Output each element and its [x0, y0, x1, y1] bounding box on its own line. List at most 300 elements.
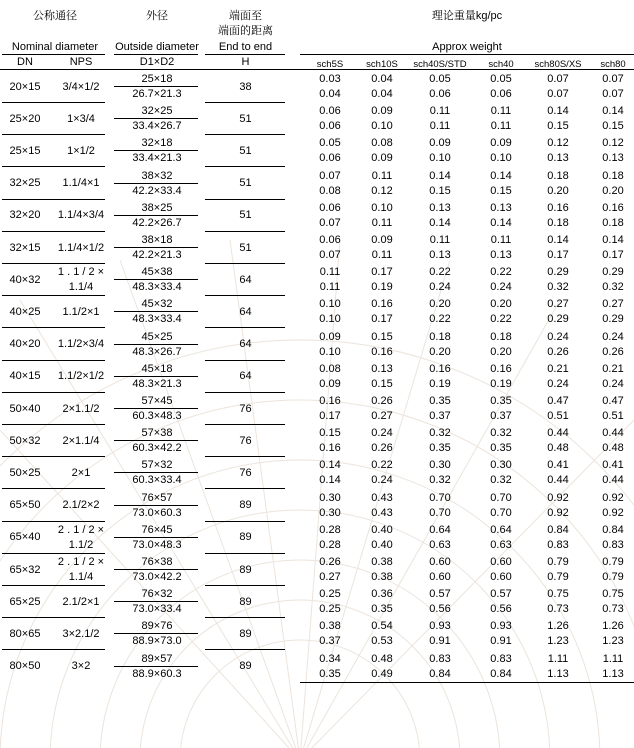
row-12-w2-2: 0.32 [429, 474, 451, 487]
row-6-w1-1: 0.17 [371, 266, 393, 279]
sch-header-1: sch10S [366, 59, 398, 70]
row-4-w2-0: 0.07 [319, 216, 341, 229]
row-13-d2: 73.0×60.3 [132, 506, 182, 519]
row-11-d1: 57×38 [141, 427, 173, 440]
row-17-d2: 88.9×73.0 [132, 635, 182, 648]
row-7-w2-2: 0.22 [429, 313, 451, 326]
row-13-d1: 76×57 [141, 491, 173, 504]
row-16-d1: 76×32 [141, 588, 173, 601]
row-2-w1-0: 0.05 [319, 137, 341, 150]
row-13-rule-mid [205, 521, 285, 522]
row-5-w1-2: 0.11 [429, 234, 451, 246]
row-3-w2-3: 0.15 [490, 184, 512, 197]
row-8-w2-5: 0.26 [602, 345, 624, 358]
row-14-w2-3: 0.63 [490, 538, 512, 551]
row-6-w2-3: 0.24 [490, 281, 512, 294]
row-13-h: 89 [239, 499, 252, 512]
column-nps: NPS [69, 56, 93, 68]
row-8-rule-od [114, 344, 198, 345]
row-13-w1-4: 0.92 [547, 491, 569, 504]
row-3-w1-4: 0.18 [547, 169, 569, 182]
row-11-rule-left [2, 456, 105, 457]
row-3-w2-2: 0.15 [429, 184, 451, 197]
row-6-w2-2: 0.24 [429, 281, 451, 294]
row-8-rule-left [2, 360, 105, 361]
row-2-w1-4: 0.12 [547, 137, 569, 150]
row-6-rule-left [2, 295, 105, 296]
row-14-w2-4: 0.83 [547, 538, 569, 551]
row-2-d2: 33.4×21.3 [132, 152, 182, 165]
row-4-w1-4: 0.16 [547, 201, 569, 214]
row-4-rule-mid [205, 231, 285, 232]
row-7-w2-5: 0.29 [602, 313, 624, 326]
row-6-w1-0: 0.11 [319, 266, 341, 279]
row-9-w1-3: 0.16 [490, 362, 512, 375]
row-11-w2-1: 0.26 [371, 442, 393, 455]
header-zh-od: 外径 [146, 10, 168, 22]
row-4-w1-3: 0.13 [490, 201, 512, 214]
row-8-w2-4: 0.26 [547, 345, 569, 358]
row-1-w2-2: 0.11 [429, 120, 451, 133]
row-16-rule-mid [205, 617, 285, 618]
row-10-d1: 57×45 [141, 395, 173, 407]
sch-header-4: sch80S/XS [534, 59, 582, 70]
row-8-w1-5: 0.24 [602, 330, 624, 343]
row-13-w1-3: 0.70 [490, 491, 512, 504]
row-13-w1-2: 0.70 [429, 491, 451, 504]
row-5-w1-4: 0.14 [547, 234, 569, 246]
header-rule-left [2, 54, 105, 55]
row-3-w2-5: 0.20 [602, 184, 624, 197]
header-rule-h [205, 54, 285, 55]
row-3-d1: 38×32 [141, 169, 173, 182]
row-8-h: 64 [239, 338, 252, 351]
row-1-nps: 1×3/4 [67, 112, 95, 125]
row-6-nps-line1: 1 . 1 / 2 × [57, 266, 105, 279]
row-2-rule-mid [205, 166, 285, 167]
header-zh-h-line1: 端面至 [229, 10, 262, 22]
row-8-w1-0: 0.09 [319, 330, 341, 343]
row-10-d2: 60.3×48.3 [132, 410, 182, 422]
sch-header-5: sch80 [600, 59, 626, 70]
row-6-d1: 45×38 [141, 266, 173, 279]
row-4-rule-od [114, 215, 198, 216]
row-15-nps-line2: 1.1/4 [68, 571, 94, 583]
row-17-dn: 80×65 [9, 627, 41, 640]
row-11-nps: 2×1.1/4 [62, 434, 100, 447]
row-14-rule-mid [205, 553, 285, 554]
row-8-w2-1: 0.16 [371, 345, 393, 358]
row-12-w2-3: 0.32 [490, 474, 512, 487]
row-16-w1-1: 0.36 [371, 588, 393, 601]
row-15-w1-0: 0.26 [319, 556, 341, 568]
row-18-w1-3: 0.83 [490, 652, 512, 665]
row-5-w1-0: 0.06 [319, 234, 341, 246]
row-3-w2-4: 0.20 [547, 184, 569, 197]
row-7-w1-2: 0.20 [429, 298, 451, 311]
row-1-d1: 32×25 [141, 105, 173, 118]
row-10-w1-0: 0.16 [319, 395, 341, 407]
row-11-w1-5: 0.44 [602, 427, 624, 440]
row-5-w2-1: 0.11 [371, 249, 393, 261]
row-17-w2-4: 1.23 [547, 635, 569, 648]
row-0-w2-4: 0.07 [547, 88, 569, 100]
row-6-w1-2: 0.22 [429, 266, 451, 279]
row-4-w2-2: 0.14 [429, 216, 451, 229]
row-13-w1-1: 0.43 [371, 491, 393, 504]
row-9-w2-2: 0.19 [429, 377, 451, 390]
row-1-w1-2: 0.11 [429, 105, 451, 118]
row-14-d1: 76×45 [141, 523, 173, 536]
row-18-w1-4: 1.11 [547, 652, 569, 665]
row-9-w1-4: 0.21 [547, 362, 569, 375]
row-0-w2-1: 0.04 [371, 88, 393, 100]
row-12-w1-1: 0.22 [371, 459, 393, 472]
row-12-w2-1: 0.24 [371, 474, 393, 487]
sch-header-0: sch5S [316, 59, 344, 70]
row-8-nps: 1.1/2×3/4 [57, 338, 105, 351]
row-9-nps: 1.1/2×1/2 [57, 370, 105, 383]
row-10-w1-2: 0.35 [429, 395, 451, 407]
row-16-w2-2: 0.56 [429, 603, 451, 616]
row-18-w2-2: 0.84 [429, 667, 451, 680]
row-17-w1-5: 1.26 [602, 620, 624, 633]
row-4-rule-left [2, 231, 105, 232]
row-7-w2-1: 0.17 [371, 313, 393, 326]
row-7-w1-3: 0.20 [490, 298, 512, 311]
row-13-w2-3: 0.70 [490, 506, 512, 519]
row-5-h: 51 [239, 241, 252, 254]
row-0-w1-5: 0.07 [602, 73, 624, 85]
row-7-h: 64 [239, 305, 252, 318]
column-dn: DN [17, 56, 33, 68]
row-1-w2-3: 0.11 [490, 120, 512, 133]
row-1-w1-3: 0.11 [490, 105, 512, 118]
row-6-w2-4: 0.32 [547, 281, 569, 294]
row-18-w2-4: 1.13 [547, 667, 569, 680]
row-17-rule-od [114, 633, 198, 634]
row-0-rule-mid [205, 102, 285, 103]
row-16-w1-4: 0.75 [547, 588, 569, 601]
row-3-w1-1: 0.11 [371, 169, 393, 182]
row-13-w2-4: 0.92 [547, 506, 569, 519]
row-11-w2-2: 0.35 [429, 442, 451, 455]
row-9-w2-4: 0.24 [547, 377, 569, 390]
row-15-rule-mid [205, 585, 285, 586]
row-17-rule-mid [205, 649, 285, 650]
row-17-w2-0: 0.37 [319, 635, 341, 648]
row-13-w2-5: 0.92 [602, 506, 624, 519]
row-0-d1: 25×18 [141, 73, 173, 85]
row-7-w2-4: 0.29 [547, 313, 569, 326]
row-9-w1-0: 0.08 [319, 362, 341, 375]
row-16-rule-od [114, 601, 198, 602]
row-15-dn: 65×32 [9, 563, 41, 576]
row-11-h: 76 [239, 434, 252, 447]
row-9-rule-left [2, 392, 105, 393]
row-11-rule-od [114, 440, 198, 441]
row-13-rule-od [114, 505, 198, 506]
row-9-rule-od [114, 376, 198, 377]
row-16-w2-4: 0.73 [547, 603, 569, 616]
header-en-h: End to end [218, 41, 273, 53]
row-15-rule-od [114, 569, 198, 570]
row-11-w1-2: 0.32 [429, 427, 451, 440]
row-0-w2-0: 0.04 [319, 88, 341, 100]
row-11-w2-5: 0.48 [602, 442, 624, 455]
row-18-dn: 80×50 [9, 660, 41, 673]
row-9-w1-5: 0.21 [602, 362, 624, 375]
row-14-rule-left [2, 553, 105, 554]
row-2-w2-3: 0.10 [490, 152, 512, 165]
row-16-w2-1: 0.35 [371, 603, 393, 616]
row-16-h: 89 [239, 595, 252, 608]
row-0-rule-left [2, 102, 105, 103]
row-5-w1-3: 0.11 [490, 234, 512, 246]
row-0-w2-3: 0.06 [490, 88, 512, 100]
row-17-w1-4: 1.26 [547, 620, 569, 633]
header-zh-h-line2: 端面的距离 [218, 25, 273, 37]
row-15-w2-5: 0.79 [602, 571, 624, 583]
row-5-w1-1: 0.09 [371, 234, 393, 246]
row-15-w1-3: 0.60 [490, 556, 512, 568]
row-1-w1-5: 0.14 [602, 105, 624, 118]
column-d1-d2: D1×D2 [139, 56, 175, 68]
row-5-rule-mid [205, 263, 285, 264]
row-8-w2-0: 0.10 [319, 345, 341, 358]
row-1-h: 51 [239, 112, 252, 125]
row-15-d2: 73.0×42.2 [132, 571, 182, 583]
row-6-h: 64 [239, 273, 252, 286]
row-6-nps-line2: 1.1/4 [68, 281, 94, 294]
row-14-h: 89 [239, 531, 252, 544]
row-1-d2: 33.4×26.7 [132, 120, 182, 133]
row-6-w2-0: 0.11 [319, 281, 341, 294]
row-10-dn: 50×40 [9, 402, 41, 415]
row-14-w2-2: 0.63 [429, 538, 451, 551]
row-16-nps: 2.1/2×1 [62, 595, 100, 608]
row-14-dn: 65×40 [9, 531, 41, 544]
header-zh-weight: 理论重量kg/pc [431, 10, 503, 22]
row-14-w1-2: 0.64 [429, 523, 451, 536]
row-17-h: 89 [239, 627, 252, 640]
row-11-w2-4: 0.48 [547, 442, 569, 455]
row-9-w2-0: 0.09 [319, 377, 341, 390]
row-17-nps: 3×2.1/2 [62, 627, 100, 640]
row-3-w1-5: 0.18 [602, 169, 624, 182]
row-2-nps: 1×1/2 [67, 144, 95, 157]
row-5-w2-4: 0.17 [547, 249, 569, 261]
row-11-w1-1: 0.24 [371, 427, 393, 440]
row-0-nps: 3/4×1/2 [62, 80, 100, 93]
row-15-w2-1: 0.38 [371, 571, 393, 583]
row-16-w1-2: 0.57 [429, 588, 451, 601]
row-12-rule-mid [205, 488, 285, 489]
row-9-w1-1: 0.13 [371, 362, 393, 375]
row-4-w2-3: 0.14 [490, 216, 512, 229]
row-15-w1-2: 0.60 [429, 556, 451, 568]
header-rule-od [114, 54, 198, 55]
row-18-w1-0: 0.34 [319, 652, 341, 665]
row-10-w2-4: 0.51 [547, 410, 569, 422]
row-2-w2-0: 0.06 [319, 152, 341, 165]
row-0-w1-1: 0.04 [371, 73, 393, 85]
row-10-h: 76 [239, 402, 252, 415]
row-7-w2-3: 0.22 [490, 313, 512, 326]
row-9-w2-3: 0.19 [490, 377, 512, 390]
row-16-w1-3: 0.57 [490, 588, 512, 601]
row-10-w1-3: 0.35 [490, 395, 512, 407]
row-4-w2-5: 0.18 [602, 216, 624, 229]
row-8-w1-1: 0.15 [371, 330, 393, 343]
row-2-h: 51 [239, 144, 252, 157]
row-6-d2: 48.3×33.4 [132, 281, 182, 294]
row-5-w2-5: 0.17 [602, 249, 624, 261]
row-6-w2-1: 0.19 [371, 281, 393, 294]
header-en-weight: Approx weight [432, 41, 502, 53]
row-18-h: 89 [239, 660, 252, 673]
row-2-w1-1: 0.08 [371, 137, 393, 150]
row-5-w2-0: 0.07 [319, 249, 341, 261]
row-2-w1-5: 0.12 [602, 137, 624, 150]
row-6-rule-mid [205, 295, 285, 296]
row-4-h: 51 [239, 209, 252, 222]
row-12-nps: 2×1 [71, 466, 91, 479]
row-14-w1-5: 0.84 [602, 523, 624, 536]
row-17-rule-left [2, 649, 105, 650]
row-15-w2-3: 0.60 [490, 571, 512, 583]
row-3-h: 51 [239, 177, 252, 190]
row-7-dn: 40×25 [9, 305, 41, 318]
row-1-rule-left [2, 134, 105, 135]
row-17-w1-2: 0.93 [429, 620, 451, 633]
row-4-w2-4: 0.18 [547, 216, 569, 229]
row-18-w2-0: 0.35 [319, 667, 341, 680]
row-13-dn: 65×50 [9, 499, 41, 512]
row-9-w2-5: 0.24 [602, 377, 624, 390]
row-11-w1-0: 0.15 [319, 427, 341, 440]
row-18-rule-od [114, 666, 198, 667]
row-12-w2-4: 0.44 [547, 474, 569, 487]
row-3-rule-od [114, 183, 198, 184]
row-17-d1: 89×76 [141, 620, 173, 633]
row-15-w1-4: 0.79 [547, 556, 569, 568]
row-13-rule-left [2, 521, 105, 522]
sch-header-2: sch40S/STD [413, 59, 467, 70]
row-10-rule-od [114, 408, 198, 409]
row-0-dn: 20×15 [9, 80, 41, 93]
row-1-w2-4: 0.15 [547, 120, 569, 133]
row-0-rule-od [114, 86, 198, 87]
row-10-nps: 2×1.1/2 [62, 402, 100, 415]
row-7-rule-left [2, 327, 105, 328]
row-7-d1: 45×32 [141, 298, 173, 311]
row-7-w1-0: 0.10 [319, 298, 341, 311]
row-16-w2-0: 0.25 [319, 603, 341, 616]
row-13-nps: 2.1/2×2 [62, 499, 100, 512]
row-10-rule-mid [205, 424, 285, 425]
row-4-w2-1: 0.11 [371, 216, 393, 229]
row-12-w2-5: 0.44 [602, 474, 624, 487]
row-4-w1-0: 0.06 [319, 201, 341, 214]
row-14-w1-4: 0.84 [547, 523, 569, 536]
row-0-w1-3: 0.05 [490, 73, 512, 85]
row-5-d2: 42.2×21.3 [132, 249, 182, 261]
row-3-w2-0: 0.08 [319, 184, 341, 197]
row-8-dn: 40×20 [9, 338, 41, 351]
row-12-w1-2: 0.30 [429, 459, 451, 472]
row-13-w1-0: 0.30 [319, 491, 341, 504]
row-11-rule-mid [205, 456, 285, 457]
row-13-w2-0: 0.30 [319, 506, 341, 519]
row-14-w2-5: 0.83 [602, 538, 624, 551]
row-7-nps: 1.1/2×1 [62, 305, 100, 318]
row-17-w2-5: 1.23 [602, 635, 624, 648]
row-6-w1-3: 0.22 [490, 266, 512, 279]
header-zh-nominal: 公称通径 [33, 10, 77, 22]
row-14-w2-0: 0.28 [319, 538, 341, 551]
row-9-w1-2: 0.16 [429, 362, 451, 375]
row-11-w2-3: 0.35 [490, 442, 512, 455]
row-11-d2: 60.3×42.2 [132, 442, 182, 455]
row-18-w2-5: 1.13 [602, 667, 624, 680]
row-17-w2-3: 0.91 [490, 635, 512, 648]
row-3-w2-1: 0.12 [371, 184, 393, 197]
row-8-w1-4: 0.24 [547, 330, 569, 343]
row-18-w1-5: 1.11 [602, 652, 624, 665]
row-2-w2-1: 0.09 [371, 152, 393, 165]
header-en-od: Outside diameter [115, 41, 199, 53]
row-11-w1-3: 0.32 [490, 427, 512, 440]
row-1-rule-od [114, 118, 198, 119]
row-17-w1-1: 0.54 [371, 620, 393, 633]
row-5-rule-left [2, 263, 105, 264]
row-2-w1-2: 0.09 [429, 137, 451, 150]
row-1-dn: 25×20 [9, 112, 41, 125]
row-18-w1-1: 0.48 [371, 652, 393, 665]
row-2-rule-left [2, 166, 105, 167]
row-14-w1-0: 0.28 [319, 523, 341, 536]
row-3-w1-3: 0.14 [490, 169, 512, 182]
row-17-w2-2: 0.91 [429, 635, 451, 648]
row-15-d1: 76×38 [141, 556, 173, 568]
row-15-nps-line1: 2 . 1 / 2 × [57, 556, 105, 568]
row-1-w1-4: 0.14 [547, 105, 569, 118]
row-14-w2-1: 0.40 [371, 538, 393, 551]
row-9-w2-1: 0.15 [371, 377, 393, 390]
row-16-dn: 65×25 [9, 595, 41, 608]
row-0-d2: 26.7×21.3 [132, 88, 182, 100]
row-2-w1-3: 0.09 [490, 137, 512, 150]
row-12-h: 76 [239, 466, 252, 479]
row-17-w2-1: 0.53 [371, 635, 393, 648]
row-10-w1-4: 0.47 [547, 395, 569, 407]
row-2-w2-4: 0.13 [547, 152, 569, 165]
row-7-d2: 48.3×33.4 [132, 313, 182, 326]
row-10-w2-2: 0.37 [429, 410, 451, 422]
row-3-w1-0: 0.07 [319, 169, 341, 182]
row-12-dn: 50×25 [9, 466, 41, 479]
row-11-w2-0: 0.16 [319, 442, 341, 455]
row-14-nps-line2: 1.1/2 [68, 538, 94, 551]
row-1-w1-1: 0.09 [371, 105, 393, 118]
row-7-w1-4: 0.27 [547, 298, 569, 311]
row-7-w2-0: 0.10 [319, 313, 341, 326]
row-9-d1: 45×18 [141, 362, 173, 375]
row-3-nps: 1.1/4×1 [62, 177, 100, 190]
row-12-w1-0: 0.14 [319, 459, 341, 472]
row-10-w2-3: 0.37 [490, 410, 512, 422]
